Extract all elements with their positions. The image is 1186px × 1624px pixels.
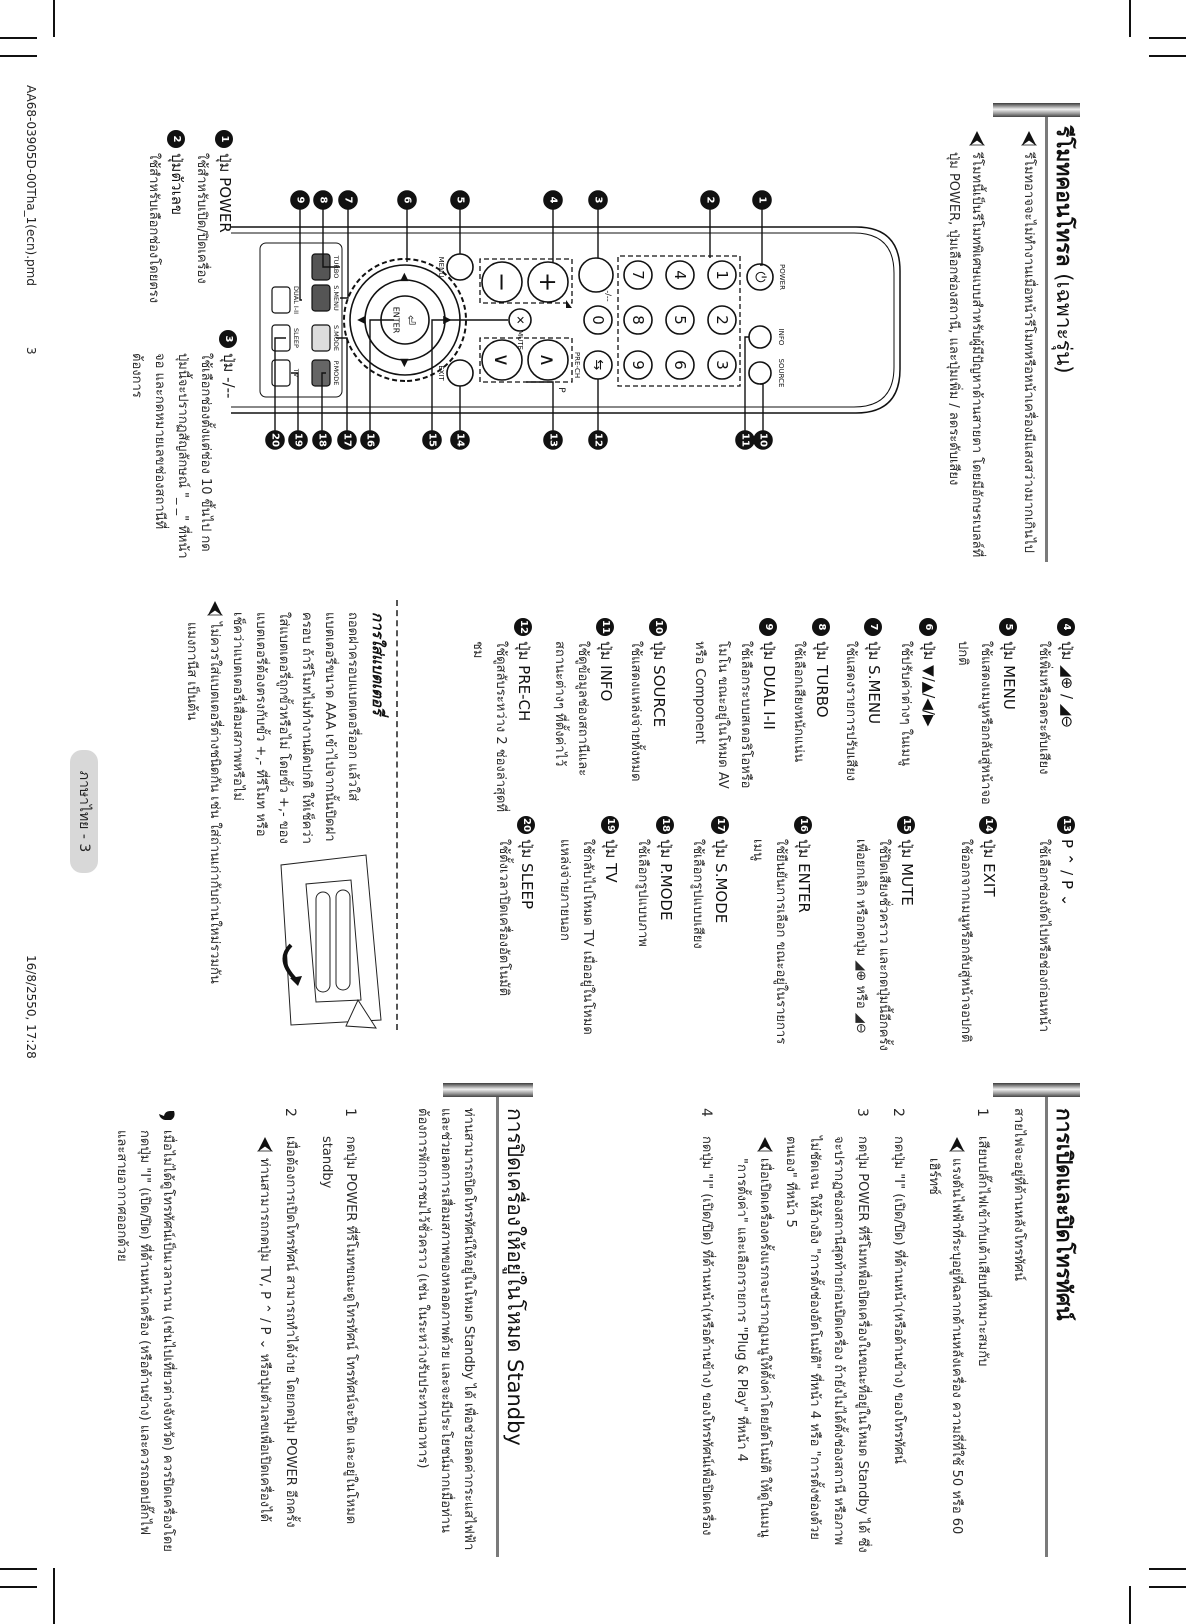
item-heading (213, 130, 236, 320)
button-item (125, 330, 240, 560)
standby-intro: ท่านสามารถปิดโทรทัศน์ให้อยู่ในโหมด Standby ได้ เพื่อช่วยลดค่ากระแสไฟฟ้า และช่วยลดการเสื่อมสภาพของหลอดภาพด้วย และจะมีประโยชน์มากเมื่อท่านต้องการพักการชมไว้ชั่วคราว (เช่น ในระหว่างรับประทานอาหาร) (415, 1108, 476, 1551)
exit-button (447, 360, 473, 386)
step-text: เสียบปลั๊กไฟเข้ากับเต้าเสียบที่เหมาะสมกับ (975, 1136, 990, 1367)
item-heading (647, 618, 670, 813)
item-heading (917, 618, 940, 813)
item-description: ใช้แสดงเมนูหรือกลับสู่หน้าจอปกติ (955, 641, 993, 805)
item-number-badge: 12 (515, 618, 533, 636)
step (730, 1108, 874, 1558)
item-heading (757, 618, 780, 813)
button-item (746, 816, 815, 1056)
item-description: ใช้เลือกระบบสเตอริโอหรือโมโน ขณะอยู่ในโหมด AV หรือ Component (692, 641, 753, 789)
callout-number: 20 (269, 433, 281, 447)
menu-label: MENU (437, 256, 445, 278)
callout-number: 2 (704, 196, 716, 204)
callout-leader (340, 200, 348, 298)
sleep-label: SLEEP (292, 328, 300, 348)
item-title: ปุ่ม S.MODE (712, 839, 730, 924)
item-number-badge: 1 (216, 130, 234, 148)
item-number-badge: 7 (865, 618, 883, 636)
item-title: ปุ่ม S.MENU (865, 641, 883, 725)
footer-filename: AA68-03905D-00Tha_1(ecn).pmd (24, 85, 38, 286)
callout-number: 4 (547, 196, 559, 204)
remote-heading-suffix: (เฉพาะรุ่น) (1052, 266, 1076, 374)
smode-label: S.MODE (332, 324, 340, 352)
enter-label: ENTER (391, 306, 401, 334)
dual-label: DUAL I-II (292, 286, 300, 314)
item-description: ใช้เลือกรูปแบบเสียง (690, 839, 705, 949)
item-number-badge: 4 (1058, 618, 1076, 636)
chevron-down-icon: ∨ (490, 352, 514, 368)
item-number-badge: 9 (760, 618, 778, 636)
item-description: ใช้ดูข้อมูลช่องสถานีและสถานะต่างๆ ที่ตั้งค่าไว้ (552, 641, 590, 777)
item-title: ปุ่ม ENTER (795, 839, 813, 913)
button-item (954, 816, 1000, 1056)
button-item (492, 816, 538, 1056)
mute-label: MUTE (516, 330, 524, 350)
standby-heading: การปิดเครื่องให้อยู่ในโหมด Standby (503, 1108, 527, 1446)
number-label: 3 (713, 360, 731, 370)
item-description: ใช้สำหรับเปิด/ปิดเครื่อง (194, 153, 209, 284)
button-item (190, 130, 236, 320)
item-number-badge: 17 (712, 816, 730, 834)
number-label: 4 (671, 270, 689, 280)
item-number-badge: 6 (920, 618, 938, 636)
step (886, 1108, 910, 1558)
prech-label: PRE-CH (573, 351, 581, 379)
item-description: ใช้กลับไปโหมด TV เมื่ออยู่ในโหมดแหล่งจ่ายภายนอก (557, 839, 595, 1035)
power-icon: ⏻ (752, 271, 768, 283)
item-heading (977, 816, 1000, 1056)
nav-down-icon: ▼ (355, 315, 369, 325)
standby-steps (241, 1108, 362, 1558)
note-text: ท่านสามารถกดปุ่ม TV, P ⌃ / P ⌄ หรือปุ่มตัวเลขเพื่อเปิดเครื่องได้ (257, 1158, 272, 1523)
item-title: ปุ่ม SOURCE (650, 641, 668, 728)
number-label: 0 (589, 315, 607, 325)
callout-number: 6 (401, 196, 413, 204)
source-label: SOURCE (777, 358, 785, 388)
callout-number: 12 (592, 433, 604, 447)
item-number-badge: 18 (657, 816, 675, 834)
step-text: กดปุ่ม POWER ที่รีโมทเพื่อเปิดเครื่องในขณะที่อยู่ในโหมด Standby ได้ ซึ่งจะปรากฏช่องสถานีสุดท้ายก่อนปิดเครื่อง ถ้ายังไม่ได้ตั้งช่องสถานี หรือภาพไม่ชัดเจน ให้อ้างอิง "การตั้งช่องอัตโนมัติ" ที่หน้า 4 หรือ "การตั้งช่องด้วยตนเอง" ที่หน้า 5 (783, 1136, 870, 1553)
step-text: กดปุ่ม POWER ที่รีโมทขณะดูโทรทัศน์ โทรทัศน์จะปิด และอยู่ในโหมด standby (319, 1136, 358, 1525)
nav-up-icon: ▲ (441, 315, 455, 325)
callout-number: 14 (454, 433, 466, 447)
number-label: 7 (629, 270, 647, 280)
item-number-badge: 15 (898, 816, 916, 834)
button-item (787, 618, 833, 813)
number-label: 6 (671, 360, 689, 370)
pmode-label: P.MODE (332, 360, 340, 386)
item-title: ปุ่ม POWER (216, 153, 234, 233)
step-number: 2 (282, 1108, 298, 1117)
turbo-label: TURBO (332, 255, 340, 279)
tip-text: เมื่อไม่ได้ดูโทรทัศน์เป็นเวลานาน (เช่นไปเที่ยวต่างจังหวัด) ควรปิดเครื่องโดยกดปุ่ม "I" (เปิด/ปิด) ที่ด้านหน้าเครื่อง (หรือด้านข้าง) และควรถอดปลั๊กไฟและสายอากาศออกด้วย (114, 1130, 175, 1552)
item-number-badge: 2 (168, 130, 186, 148)
step (314, 1108, 362, 1558)
button-item (849, 816, 918, 1056)
item-number-badge: 20 (518, 816, 536, 834)
callout-number: 1 (756, 196, 768, 204)
step-note (730, 1108, 776, 1558)
item-title: ปุ่ม MUTE (898, 839, 916, 906)
item-title: ปุ่มตัวเลข (168, 153, 186, 216)
number-label: 9 (629, 360, 647, 370)
item-number-badge: 14 (980, 816, 998, 834)
channel-p-label: P (556, 387, 566, 393)
smenu-button (312, 285, 330, 311)
item-number-badge: 16 (795, 816, 813, 834)
arrow-note-icon (207, 600, 223, 616)
button-item (1032, 816, 1078, 1056)
item-number-badge: 8 (813, 618, 831, 636)
step-number: 2 (890, 1108, 906, 1117)
item-title: ปุ่ม TV (602, 839, 620, 883)
item-number-badge: 11 (597, 618, 615, 636)
item-description: ใช้เลือกเสียงหนักแน่น (791, 641, 806, 763)
button-item (951, 618, 1020, 813)
item-title: ปุ่ม EXIT (980, 839, 998, 897)
remote-heading-bold: รีโมทคอนโทรล (1052, 126, 1076, 267)
smode-button (312, 325, 330, 351)
pointing-hand-icon (158, 1108, 176, 1124)
item-heading (709, 816, 732, 1056)
battery-divider (396, 600, 398, 1030)
callout-number: 13 (547, 433, 559, 447)
standby-tip (110, 1108, 179, 1558)
number-label: 5 (671, 315, 689, 325)
item-title: P ⌃ / P ⌄ (1058, 839, 1076, 907)
item-title: ปุ่ม P.MODE (657, 839, 675, 921)
callout-number: 7 (342, 196, 354, 204)
step-number: 3 (854, 1108, 870, 1117)
step (694, 1108, 718, 1558)
battery-note (180, 600, 226, 1030)
item-description: ใช้เพิ่มหรือลดระดับเสียง (1036, 641, 1051, 775)
button-item (548, 618, 617, 813)
info-button (749, 326, 771, 348)
item-title: ปุ่ม MENU (1000, 641, 1018, 710)
callout-number: 3 (592, 196, 604, 204)
power-label: POWER (778, 264, 786, 290)
heading-bar (443, 1083, 533, 1097)
nav-left-icon: ◀ (398, 272, 412, 282)
item-description: ใช้ตั้งเวลาปิดเครื่องอัตโนมัติ (496, 839, 511, 997)
mute-icon: ✕ (513, 315, 527, 325)
item-number-badge: 13 (1058, 816, 1076, 834)
nav-right-icon: ▶ (398, 358, 412, 368)
item-title: ปุ่ม -/-- (220, 353, 238, 399)
item-title: ปุ่ม PRE-CH (515, 641, 533, 722)
button-item (553, 816, 622, 1056)
item-number-badge: 19 (602, 816, 620, 834)
callout-number: 16 (364, 433, 376, 447)
item-description: ใช้แสดงแหล่งจ่ายทั้งหมด (628, 641, 643, 782)
step-number: 4 (698, 1108, 714, 1117)
note-text: เมื่อเปิดเครื่องครั้งแรกจะปรากฏเมนูให้ตั้งค่าโดยอัตโนมัติ ให้ดูในเมนู "การตั้งค่า" และเลือกรายการ "Plug & Play" ที่หน้า 4 (734, 1158, 772, 1538)
tv-label: TV (292, 368, 300, 378)
button-item (1032, 618, 1078, 813)
step-note (253, 1108, 276, 1558)
item-number-badge: 10 (650, 618, 668, 636)
smenu-label: S.MENU (332, 285, 340, 311)
number-label: 8 (629, 315, 647, 325)
button-item (688, 618, 780, 813)
volume-wedge-icon (566, 300, 572, 308)
item-heading (654, 816, 677, 1056)
callout-number: 5 (454, 196, 466, 204)
item-heading (1055, 618, 1078, 813)
dash-label: -/-- (603, 290, 613, 302)
power-heading: การเปิดและปิดโทรทัศน์ (1052, 1108, 1076, 1321)
item-title: ปุ่ม INFO (597, 641, 615, 702)
item-heading (512, 618, 535, 813)
step-number: 1 (342, 1108, 358, 1117)
item-description: ใช้เลือกรูปแบบภาพ (635, 839, 650, 947)
item-heading (862, 618, 885, 813)
button-item (839, 618, 885, 813)
step (253, 1108, 302, 1558)
callout-number: 11 (739, 433, 751, 447)
battery-illustration (276, 850, 386, 1030)
item-number-badge: 5 (1000, 618, 1018, 636)
chevron-up-icon: ∧ (536, 352, 560, 368)
note-text: รีโมทอาจจะไม่ทำงานเมื่อหน้ารีโมทหรือหน้าเครื่องมีแสงสว่างมากเกินไป (1021, 152, 1036, 553)
button-item (142, 130, 188, 320)
callout-leader (275, 338, 286, 440)
dash-button (579, 258, 613, 292)
item-heading (599, 816, 622, 1056)
plus-icon: + (534, 271, 562, 293)
button-item (686, 816, 732, 1056)
power-steps (682, 1108, 994, 1558)
button-item (631, 816, 677, 1056)
callout-number: 18 (316, 433, 328, 447)
minus-icon: − (488, 271, 516, 293)
enter-icon: ⏎ (404, 314, 418, 326)
item-description: ใช้สำหรับเลือกช่องโดยตรง (146, 153, 161, 304)
callout-number: 8 (317, 196, 329, 204)
page-badge: ภาษาไทย - 3 (70, 750, 98, 873)
info-label: INFO (777, 328, 785, 346)
item-heading (594, 618, 617, 813)
heading-bar (993, 1083, 1080, 1097)
item-heading (1055, 816, 1078, 1056)
callout-number: 19 (292, 433, 304, 447)
battery-text: ถอดฝาครอบแบตเตอรี่ออก แล้วใส่แบตเตอรี่ขนาด AAA เข้าไปจากนั้นปิดฝาครอบ ถ้ารีโมทไม่ทำงานผิดปกติ ให้เช็คว่า ใส่แบตเตอรี่ถูกขั้วหรือไม่ โดยขั้ว +,- ของแบตเตอรี่ต้องตรงกับขั้ว +,- ที่รีโมท หรือเช็คว่าแบตเตอรี่เสื่อมสภาพหรือไม่ (230, 612, 360, 844)
step-text: กดปุ่ม "I" (เปิด/ปิด) ที่ด้านหน้า(หรือด้านข้าง) ของโทรทัศน์เพื่อปิดเครื่อง (699, 1136, 714, 1536)
step (922, 1108, 994, 1558)
callout-leader (745, 337, 749, 440)
exit-label: EXIT (437, 365, 445, 381)
item-title: ปุ่ม DUAL I-II (760, 641, 778, 730)
button-item (624, 618, 670, 813)
button-item (894, 618, 940, 813)
step-text: กดปุ่ม "I" (เปิด/ปิด) ที่ด้านหน้า(หรือด้านข้าง) ของโทรทัศน์ (891, 1136, 906, 1464)
menu-button (447, 254, 473, 280)
number-label: 1 (713, 270, 731, 280)
item-heading (997, 618, 1020, 813)
callout-number: 17 (341, 433, 353, 447)
pmode-button (312, 360, 330, 386)
callout-leader (300, 200, 302, 300)
item-description: ใช้ปรับค่าต่างๆ ในเมนู (898, 641, 913, 766)
number-label: 2 (713, 315, 731, 325)
item-title: ปุ่ม ◢⊕ / ◢⊖ (1058, 641, 1076, 728)
item-heading (165, 130, 188, 320)
button-item (466, 618, 535, 813)
item-heading (895, 816, 918, 1056)
callout-number: 15 (426, 433, 438, 447)
item-description: ใช้เลือกช่องถัดไปหรือช่องก่อนหน้า (1036, 839, 1051, 1033)
item-heading (792, 816, 815, 1056)
step-number: 1 (974, 1108, 990, 1117)
item-title: ปุ่ม TURBO (813, 641, 831, 718)
arrow-note-icon (949, 1136, 965, 1152)
step-text: เมื่อต้องการเปิดโทรทัศน์ สามารถทำได้ง่าย โดยกดปุ่ม POWER อีกครั้ง (283, 1136, 298, 1528)
item-description: ใช้ยืนยันการเลือก ขณะอยู่ในรายการเมนู (750, 839, 788, 1045)
arrow-note-icon (757, 1136, 773, 1152)
item-number-badge: 3 (220, 330, 238, 348)
item-heading (217, 330, 240, 560)
step-note (922, 1108, 968, 1558)
item-heading (515, 816, 538, 1056)
note-text: แรงดันไฟฟ้าที่ระบุอยู่ที่ฉลากด้านหลังเครื่อง ความถี่ที่ใช้ 50 หรือ 60 เฮิร์ทซ์ (926, 1158, 964, 1535)
source-button (749, 362, 771, 384)
item-description: ใช้เลือกช่องตั้งแต่ช่อง 10 ขึ้นไป กดปุ่มนี้จะปรากฏสัญลักษณ์ "_ _" ที่หน้าจอ และกดหมายเลขช่องสถานีที่ต้องการ (129, 353, 213, 559)
callout-number: 10 (757, 433, 769, 447)
arrow-note-icon (257, 1136, 273, 1152)
item-title: ปุ่ม SLEEP (518, 839, 536, 910)
dual-button (272, 287, 290, 313)
callout-number: 9 (294, 196, 306, 204)
swap-icon: ⇆ (590, 359, 606, 371)
item-title: ปุ่ม ▼/▲/◀/▶ (920, 641, 938, 727)
footer-date: 16/8/2550, 17:28 (24, 955, 38, 1059)
power-intro: สายไฟจะอยู่ที่ด้านหลังโทรทัศน์ (1011, 1108, 1026, 1281)
battery-heading: การใส่แบตเตอรี่ (369, 612, 387, 715)
item-heading (810, 618, 833, 813)
footer-page-number: 3 (24, 347, 38, 355)
item-description: ใช้แสดงรายการปรับเสียง (843, 641, 858, 782)
item-description: ใช้ปิดเสียงชั่วคราว และกดปุ่มนี้อีกครั้งเพื่อยกเลิก หรือกดปุ่ม ◢⊕ หรือ ◢⊖ (853, 839, 891, 1051)
note-text: ไม่ควรใส่แบตเตอรี่ต่างชนิดกัน เช่น ใส่ถ่านเก่ากับถ่านใหม่รวมกัน แมงกานีส เป็นต้น (184, 622, 222, 984)
note-text: รีโมทนี้เป็นรีโมทพิเศษแบบสำหรับผู้มีปัญหาด้านสายตา โดยมีอักษรเบลล์ที่ปุ่ม POWER, ปุ่มเลือกช่องสถานี, และปุ่มเพิ่ม / ลดระดับเสียง (946, 152, 984, 558)
item-description: ใช้ดูสลับระหว่าง 2 ช่องล่าสุดที่ชม (470, 641, 508, 812)
item-description: ใช้ออกจากเมนูหรือกลับสู่หน้าจอปกติ (958, 839, 973, 1043)
